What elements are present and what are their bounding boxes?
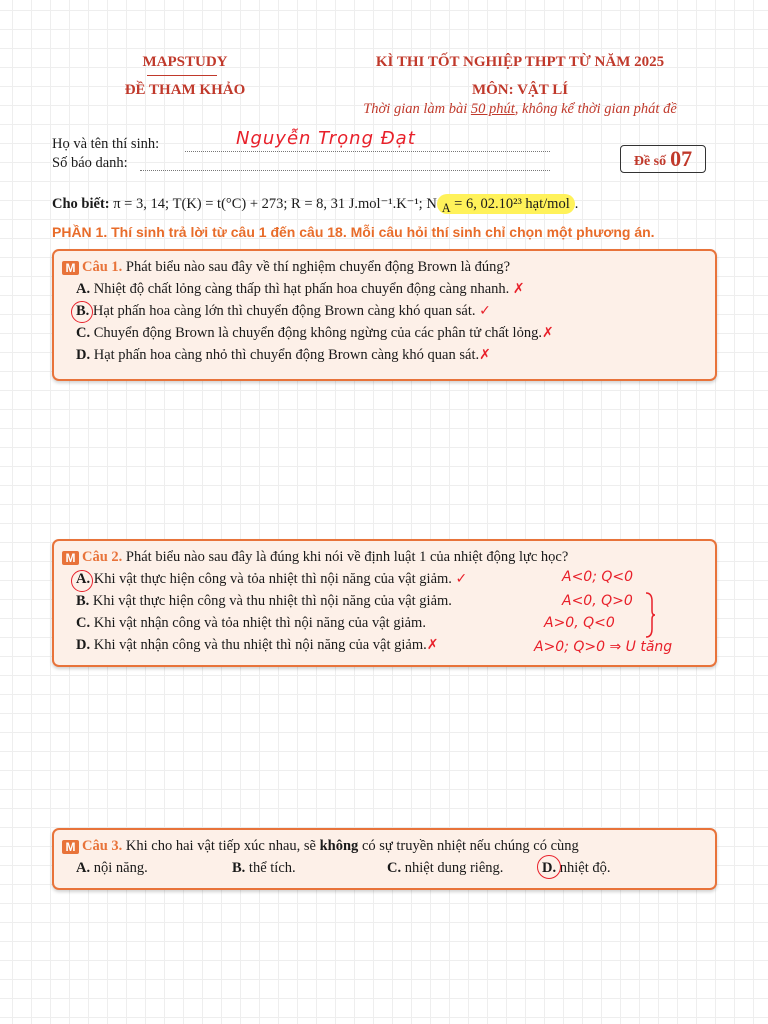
part-1-heading: PHẦN 1. Thí sinh trả lời từ câu 1 đến câu 18. Mỗi câu hỏi thí sinh chỉ chọn một phương án. [52, 224, 655, 240]
candidate-id-label: Số báo danh: [52, 155, 128, 171]
avogadro-value: = 6, 02.10²³ hạt/mol [450, 196, 570, 212]
handwritten-note-d: A>0; Q>0 ⇒ U tăng [534, 639, 673, 655]
answer-circle-icon [537, 855, 561, 879]
document-type: ĐỀ THAM KHẢO [124, 82, 246, 98]
na-subscript: A [441, 200, 451, 215]
time-suffix: , không kể thời gian phát đề [514, 101, 677, 117]
time-value: 50 phút [470, 101, 515, 117]
question-3-option-a[interactable]: A. nội năng. [76, 860, 148, 876]
cross-mark-icon: ✗ [541, 325, 554, 341]
candidate-name-handwritten: Nguyễn Trọng Đạt [236, 128, 416, 149]
question-3-text-after: có sự truyền nhiệt nếu chúng có cùng [358, 838, 579, 854]
question-3-option-b[interactable]: B. thể tích. [232, 860, 296, 876]
question-3-option-d[interactable]: D. nhiệt độ. [542, 860, 611, 876]
answer-circle-icon [71, 301, 93, 323]
question-1-label: Câu 1. [82, 259, 123, 275]
brace-icon [644, 591, 656, 639]
question-1-stem [62, 259, 510, 276]
avogadro-highlight [437, 194, 575, 214]
mapstudy-logo-icon: M [62, 840, 79, 854]
question-1-option-c[interactable]: C. Chuyển động Brown là chuyển động không ngừng của các phân tử chất lỏng.✗ [76, 325, 554, 341]
question-2-label: Câu 2. [82, 549, 123, 565]
exam-code-box [620, 145, 706, 173]
time-prefix: Thời gian làm bài [363, 101, 471, 117]
question-2-option-b[interactable]: B. Khi vật thực hiện công và thu nhiệt thì nội năng của vật giảm. [76, 593, 452, 609]
school-underline [147, 75, 217, 76]
question-2-card [52, 539, 717, 667]
candidate-name-label: Họ và tên thí sinh: [52, 136, 160, 152]
time-note [330, 101, 710, 118]
question-3-text-before: Khi cho hai vật tiếp xúc nhau, sẽ [125, 838, 320, 854]
question-1-option-a[interactable]: A. Nhiệt độ chất lỏng càng thấp thì hạt phấn hoa chuyển động càng nhanh. ✗ [76, 281, 525, 297]
given-constants [52, 196, 578, 216]
candidate-name-line [185, 151, 550, 152]
question-1-text: Phát biểu nào sau đây về thí nghiệm chuyển động Brown là đúng? [125, 259, 511, 275]
school-name: MAPSTUDY [142, 54, 228, 70]
question-2-option-d[interactable]: D. Khi vật nhận công và thu nhiệt thì nội năng của vật giảm.✗ [76, 637, 439, 653]
question-1-option-d[interactable]: D. Hạt phấn hoa càng nhỏ thì chuyển động Brown càng khó quan sát.✗ [76, 347, 491, 363]
question-2-stem [62, 549, 568, 566]
cross-mark-icon: ✗ [479, 347, 491, 363]
mapstudy-logo-icon: M [62, 261, 79, 275]
handwritten-note-c: A>0, Q<0 [544, 615, 615, 631]
question-2-option-a[interactable]: A. Khi vật thực hiện công và tỏa nhiệt thì nội năng của vật giảm. ✓ [76, 571, 468, 587]
question-3-option-c[interactable]: C. nhiệt dung riêng. [387, 860, 504, 876]
question-2-option-c[interactable]: C. Khi vật nhận công và tỏa nhiệt thì nội năng của vật giảm. [76, 615, 426, 631]
question-3-card [52, 828, 717, 890]
exam-code-label: Đề số [633, 154, 667, 169]
question-3-text-bold: không [319, 838, 359, 854]
cross-mark-icon: ✗ [512, 281, 525, 297]
candidate-id-line [140, 170, 550, 171]
cross-mark-icon: ✗ [426, 637, 439, 653]
subject-title: MÔN: VẬT LÍ [471, 82, 569, 98]
question-2-text: Phát biểu nào sau đây là đúng khi nói về định luật 1 của nhiệt động lực học? [125, 549, 569, 565]
given-text: π = 3, 14; T(K) = t(°C) + 273; R = 8, 31 J.mol⁻¹.K⁻¹; N [113, 196, 437, 212]
answer-circle-icon [71, 570, 93, 592]
exam-title: KÌ THI TỐT NGHIỆP THPT TỪ NĂM 2025 [375, 54, 665, 70]
question-3-label: Câu 3. [82, 838, 123, 854]
given-label: Cho biết: [52, 196, 110, 212]
exam-code-number: 07 [670, 146, 693, 171]
check-mark-icon: ✓ [479, 303, 491, 319]
question-1-card [52, 249, 717, 381]
question-1-option-b[interactable]: B. Hạt phấn hoa càng lớn thì chuyển động Brown càng khó quan sát. ✓ [76, 303, 491, 319]
check-mark-icon: ✓ [455, 571, 468, 587]
question-3-stem [62, 838, 579, 855]
handwritten-note-a: A<0; Q<0 [562, 569, 634, 585]
given-end: . [574, 196, 579, 212]
mapstudy-logo-icon: M [62, 551, 79, 565]
handwritten-note-b: A<0, Q>0 [562, 593, 633, 609]
